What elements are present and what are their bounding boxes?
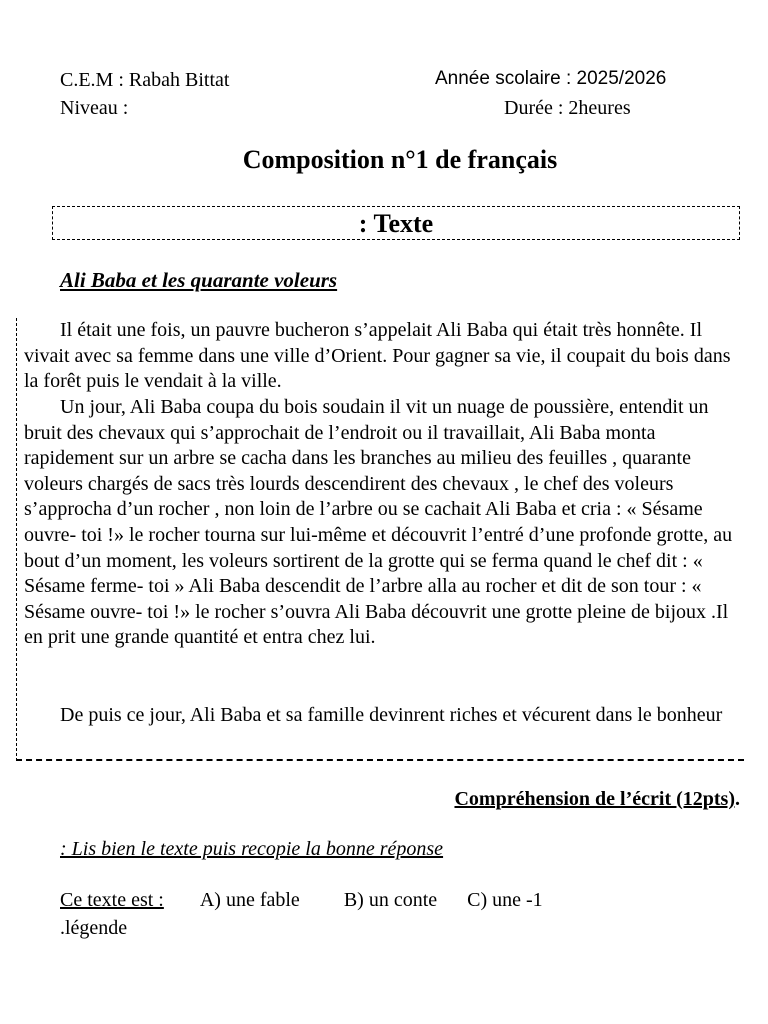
level-label: Niveau : bbox=[60, 97, 129, 119]
question-1-option-c: C) une -1 bbox=[467, 889, 543, 911]
instruction-text: : Lis bien le texte puis recopie la bonne réponse bbox=[60, 838, 444, 860]
story-paragraph-1: Il était une fois, un pauvre bucheron s’appelait Ali Baba qui était très honnête. Il vivait avec sa femme dans une ville d’Orient. Pour gagner sa vie, il coupait du bois dans la forêt puis le vendait à la ville. bbox=[24, 319, 731, 393]
question-1-option-a: A) une fable bbox=[199, 889, 300, 911]
comprehension-title: Compréhension de l’écrit (12pts). bbox=[454, 788, 740, 810]
text-section-heading-box bbox=[52, 206, 740, 240]
text-section-heading: : Texte bbox=[358, 209, 434, 238]
exam-duration: Durée : 2heures bbox=[504, 97, 631, 119]
question-1-option-c-end: .légende bbox=[60, 917, 128, 939]
question-1-option-b: B) un conte bbox=[343, 889, 438, 911]
story-title: Ali Baba et les quarante voleurs bbox=[60, 268, 338, 292]
question-1-label: Ce texte est : bbox=[60, 889, 164, 911]
page-title: Composition n°1 de français bbox=[242, 145, 558, 174]
school-year: Année scolaire : 2025/2026 bbox=[435, 68, 667, 89]
school-name: C.E.M : Rabah Bittat bbox=[60, 69, 230, 91]
story-paragraph-2: Un jour, Ali Baba coupa du bois soudain il vit un nuage de poussière, entendit un bruit des chevaux qui s’approchait de l’endroit ou il travaillait, Ali Baba monta rapidement sur un arbre se cacha dans les branches au milieu des feuilles , quarante voleurs chargés de sacs très lourds descendirent des chevaux , le chef des voleurs s’approcha d’un rocher , non loin de l’arbre ou se cachait Ali Baba et cria : « Sésame ouvre- toi !» le rocher tourna sur lui-même et découvrit l’entré d’une profonde grotte, au bout d’un moment, les voleurs sortirent de la grotte qui se ferma quand le chef dit : « Sésame ferme- toi » Ali Baba descendit de l’arbre alla au rocher et dit de son tour : « Sésame ouvre- toi !» le rocher s’ouvra Ali Baba découvrit une grotte pleine de bijoux .Il en prit une grande quantité et entra chez lui. bbox=[24, 396, 733, 649]
story-paragraph-3: De puis ce jour, Ali Baba et sa famille devinrent riches et vécurent dans le bonheur bbox=[60, 704, 723, 726]
question-1 bbox=[60, 886, 543, 942]
